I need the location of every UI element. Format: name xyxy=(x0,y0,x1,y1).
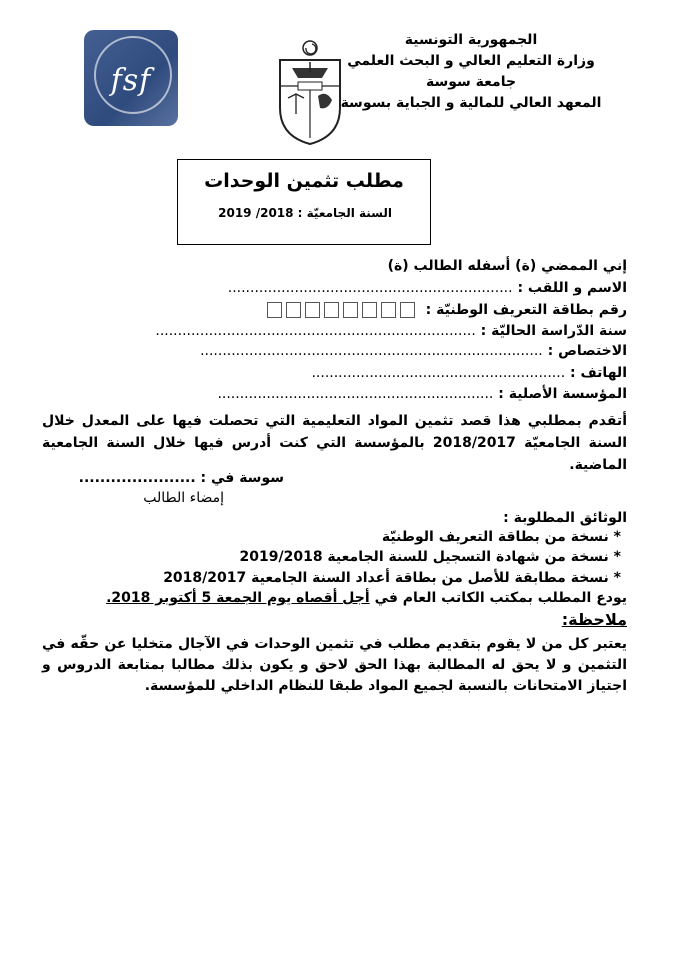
deadline-line xyxy=(106,590,627,606)
deadline-date: أجل أقصاه يوم الجمعة 5 أكتوبر 2018. xyxy=(106,590,370,606)
header-block xyxy=(321,30,621,114)
origin-label: المؤسسة الأصلية : xyxy=(498,386,627,402)
header-republic: الجمهورية التونسية xyxy=(404,32,538,48)
header-ministry: وزارة التعليم العالي و البحث العلمي xyxy=(347,53,595,69)
id-digit-box[interactable] xyxy=(286,302,301,318)
name-label: الاسم و اللقب : xyxy=(517,280,627,296)
id-label: رقم بطاقة التعريف الوطنيّة : xyxy=(425,302,627,318)
name-field[interactable]: ................................................................ xyxy=(227,280,513,296)
header-university: جامعة سوسة xyxy=(425,74,517,90)
note-heading: ملاحظة: xyxy=(561,610,627,629)
specialty-label: الاختصاص : xyxy=(547,343,627,359)
signature-place: سوسة في : ...................... xyxy=(78,470,284,486)
specialty-row xyxy=(200,343,627,359)
id-digit-box[interactable] xyxy=(400,302,415,318)
document-item-2: * نسخة من شهادة التسجيل للسنة الجامعية 2019/2018 xyxy=(239,549,621,565)
id-number-boxes[interactable] xyxy=(267,302,415,318)
title-box xyxy=(177,159,431,245)
intro-line: إني الممضي (ة) أسفله الطالب (ة) xyxy=(387,258,627,274)
id-digit-box[interactable] xyxy=(362,302,377,318)
phone-label: الهاتف : xyxy=(570,365,627,381)
deadline-prefix: يودع المطلب بمكتب الكاتب العام في xyxy=(374,590,627,606)
study-year-label: سنة الدّراسة الحاليّة : xyxy=(480,323,627,339)
origin-field[interactable]: .............................................................. xyxy=(217,386,494,402)
id-digit-box[interactable] xyxy=(381,302,396,318)
documents-heading: الوثائق المطلوبة : xyxy=(503,510,627,526)
id-digit-box[interactable] xyxy=(305,302,320,318)
signature-label: إمضاء الطالب xyxy=(143,490,224,506)
origin-row xyxy=(217,386,627,402)
academic-year: السنة الجامعيّة : 2018/ 2019 xyxy=(218,206,392,220)
study-year-field[interactable]: ........................................................................ xyxy=(155,323,476,339)
document-item-3: * نسخة مطابقة للأصل من بطاقة أعداد السنة الجامعية 2018/2017 xyxy=(163,570,621,586)
phone-row xyxy=(311,365,627,381)
logo-text: fsf xyxy=(110,63,152,98)
id-digit-box[interactable] xyxy=(343,302,358,318)
specialty-field[interactable]: ............................................................................. xyxy=(200,343,543,359)
id-digit-box[interactable] xyxy=(267,302,282,318)
document-item-1: * نسخة من بطاقة التعريف الوطنيّة xyxy=(381,529,621,545)
request-paragraph: أتقدم بمطلبي هذا قصد تثمين المواد التعليمية التي تحصلت فيها على المعدل خلال السنة الجامعيّة 2018/2017 بالمؤسسة التي كنت أدرس فيها خلال السنة الجامعية الماضية. xyxy=(42,413,627,473)
id-row xyxy=(267,302,627,318)
institute-logo xyxy=(84,30,178,126)
name-row xyxy=(228,280,627,296)
id-digit-box[interactable] xyxy=(324,302,339,318)
page-title: مطلب تثمين الوحدات xyxy=(204,170,404,192)
year-row xyxy=(155,323,627,339)
note-text: يعتبر كل من لا يقوم بتقديم مطلب في تثمين الوحدات في الآجال متخليا عن حقّه في التثمين و لا يحق له المطالبة بهذا الحق لاحق و يكون بذلك مطالبا بمتابعة الدروس و اجتياز الامتحانات بالنسبة لجميع المواد طبقا للنظام الداخلي للمؤسسة. xyxy=(42,636,627,694)
phone-field[interactable]: ......................................................... xyxy=(311,365,566,381)
header-institute: المعهد العالي للمالية و الجباية بسوسة xyxy=(340,95,602,111)
